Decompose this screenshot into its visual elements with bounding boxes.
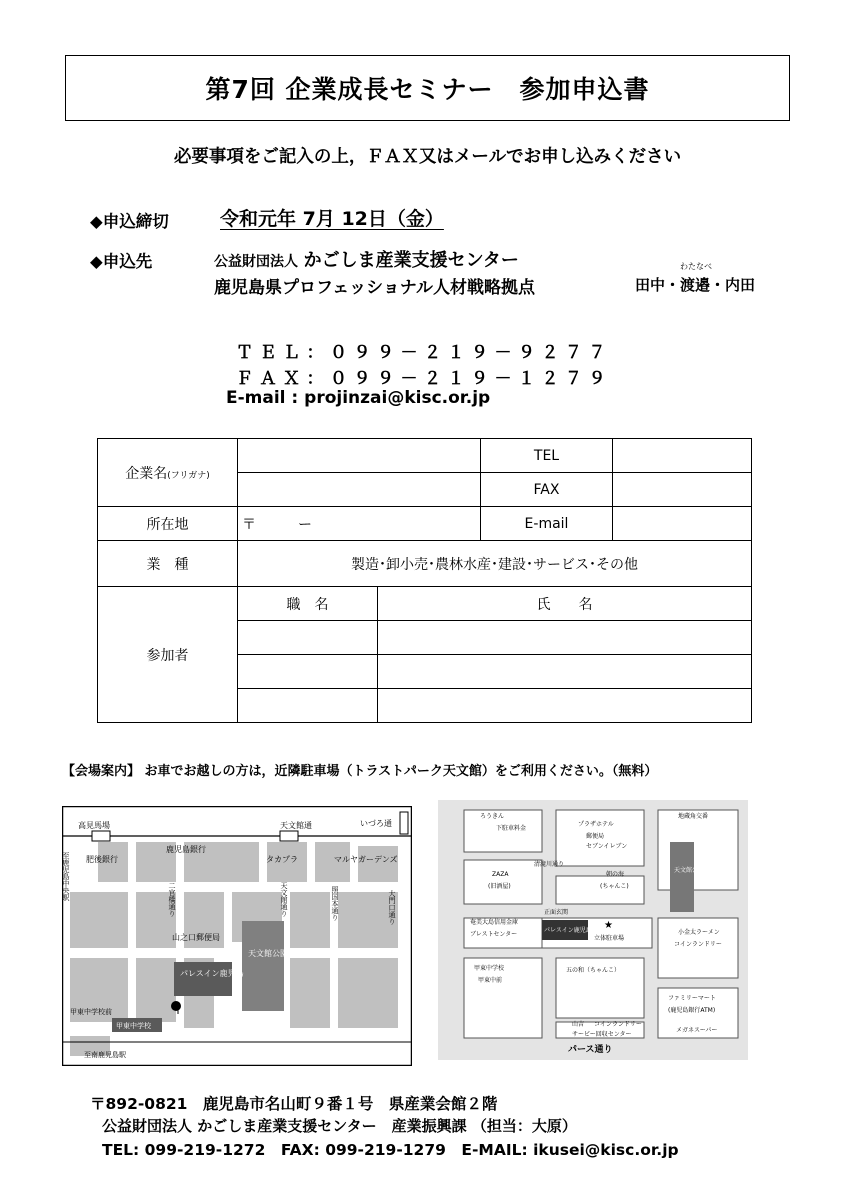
name-field-2[interactable] [378,655,752,689]
staff-uchida: ・内田 [710,276,756,294]
map-left-label: タカプラ [266,855,298,864]
deadline-value: 令和元年 7月 12日（金） [220,208,444,230]
tel-label: TEL [481,439,613,473]
tenmonkan-park-block [242,921,284,1011]
map-right-label: (ちゃんこ) [600,883,629,890]
star-icon: ★ [604,920,613,931]
destination-org [214,246,519,272]
map-right-label: 天文館公園 [674,867,705,874]
tel-field[interactable] [613,439,752,473]
application-form [97,438,752,723]
position-field-3[interactable] [238,689,378,723]
map-right-label: 朝の海 [606,871,625,878]
staff-watanabe: わたなべ 渡邉 [680,262,713,294]
destination-dept: 鹿児島県プロフェッショナル人材戦略拠点 [214,278,535,298]
map-left-label: 山之口郵便局 [172,933,220,942]
map-right-label: (旧酒屋) [488,883,511,890]
map-left-label: 肥後銀行 [86,855,118,864]
tenmonkan-park-block [670,842,694,912]
map-left-label: 高見馬場 [78,821,110,830]
map-right-label: ろうきん [480,813,505,820]
map-right-label: 清滝川通り [534,861,565,868]
map-left [62,806,412,1066]
map-right-label: 奄美大島信用金庫 [470,919,519,926]
fax-field[interactable] [613,473,752,507]
map-right-label: 甲東中前 [478,977,503,984]
map-right-label: コインランドリー [674,941,722,948]
map-left-label: 天文館通 [280,821,312,830]
map-right-label: パース通り [568,1045,613,1055]
name-field-1[interactable] [378,621,752,655]
destination-label: ◆申込先 [90,252,153,271]
destination-org-prefix: 公益財団法人 [214,254,298,270]
map-left-label: 大門口通り [388,890,396,925]
map-right-label: ZAZA [492,871,509,878]
map-left-label: 至南鹿児島駅 [84,1051,126,1059]
map-right-label: ブレストセンター [470,931,518,938]
map-left-label: 甲東中学校 [116,1022,151,1030]
destination-org-name: かごしま産業支援センター [303,250,519,271]
map-left-label: 照国本通り [331,886,339,921]
company-label-cell [98,439,238,507]
map-right-label: サービー回収センター [572,1031,632,1038]
map-right-label: (鹿児島銀行ATM) [668,1007,716,1014]
staff-watanabe-reading: わたなべ [680,262,713,271]
staff-tanaka: 田中・ [635,276,681,294]
map-left-label: 天文館通り [280,882,288,917]
page-title: 第7回 企業成長セミナー 参加申込書 [65,55,790,121]
map-right-label: 立体駐車場 [594,935,625,942]
map-right-label: 小金太ラーメン [678,929,720,936]
contact-email: E-mail : projinzai@kisc.or.jp [226,388,491,408]
email-field[interactable] [613,507,752,541]
map-right-label: 地蔵角交番 [678,813,709,820]
address-field[interactable]: 〒 ー [238,507,481,541]
map-left-label: いづろ通 [360,819,392,828]
name-field-3[interactable] [378,689,752,723]
map-right-label: パレスイン鹿児島 [544,927,592,934]
map-right-label: プラザホテル [578,821,614,828]
map-right-label: メガネスーパー [676,1027,718,1034]
position-field-1[interactable] [238,621,378,655]
map-left-label: パレスイン鹿児島 [180,969,244,978]
venue-note: 【会場案内】 お車でお越しの方は，近隣駐車場（トラストパーク天文館）をご利用ください。（無料） [62,764,658,779]
industry-options[interactable]: 製造･卸小売･農林水産･建設･サービス･その他 [238,541,752,587]
map-right-label: 甲東中学校 [474,965,505,972]
fax-label: FAX [481,473,613,507]
map-right-label: セブンイレブン [586,843,628,850]
company-name-field-2[interactable] [238,473,481,507]
map-right [438,800,748,1060]
map-left-label: 甲東中学校前 [70,1008,112,1016]
position-header: 職 名 [238,587,378,621]
deadline-label: ◆申込締切 [90,212,169,231]
map-right-label: 郵便局 [586,833,605,840]
map-right-label: ファミリーマート [668,995,716,1002]
map-left-label: 二官橋通り [168,882,176,917]
map-right-label: 山吉 [572,1021,585,1028]
map-left-label: 天文館公園 [248,949,288,958]
destination-staff [635,262,756,295]
map-left-label: 鹿児島銀行 [166,845,206,854]
map-left-label: 至鹿児島中央駅 [62,852,70,901]
map-right-label: 五の和（ちゃんこ） [566,967,621,974]
participants-label: 参加者 [98,587,238,723]
map-right-label: 下駐車料金 [496,825,527,832]
location-marker-icon [171,1001,181,1011]
footer-org: 公益財団法人 かごしま産業支援センター 産業振興課 （担当：大原） [102,1117,577,1135]
footer-contact: TEL: 099-219-1272 FAX: 099-219-1279 E-MAIL: ikusei@kisc.or.jp [102,1141,679,1159]
contact-fax: ＦＡＸ：０９９－２１９－１２７９ [236,369,612,389]
contact-tel: ＴＥＬ：０９９－２１９－９２７７ [236,343,612,363]
intro-text: 必要事項をご記入の上，ＦＡＸ又はメールでお申し込みください [173,147,682,167]
map-left-label: マルヤガーデンズ [334,855,398,864]
palace-inn-block [174,962,232,996]
position-field-2[interactable] [238,655,378,689]
footer-address: 〒892-0821 鹿児島市名山町９番１号 県産業会館２階 [90,1095,498,1113]
company-name-field[interactable] [238,439,481,473]
map-right-label: コインランドリー [594,1021,642,1028]
name-header: 氏 名 [378,587,752,621]
email-label: E-mail [481,507,613,541]
company-label: 企業名 [125,465,168,482]
address-label: 所在地 [98,507,238,541]
map-right-label: 正面玄関 [544,909,569,916]
company-furigana: (フリガナ) [167,470,210,481]
industry-label: 業 種 [98,541,238,587]
